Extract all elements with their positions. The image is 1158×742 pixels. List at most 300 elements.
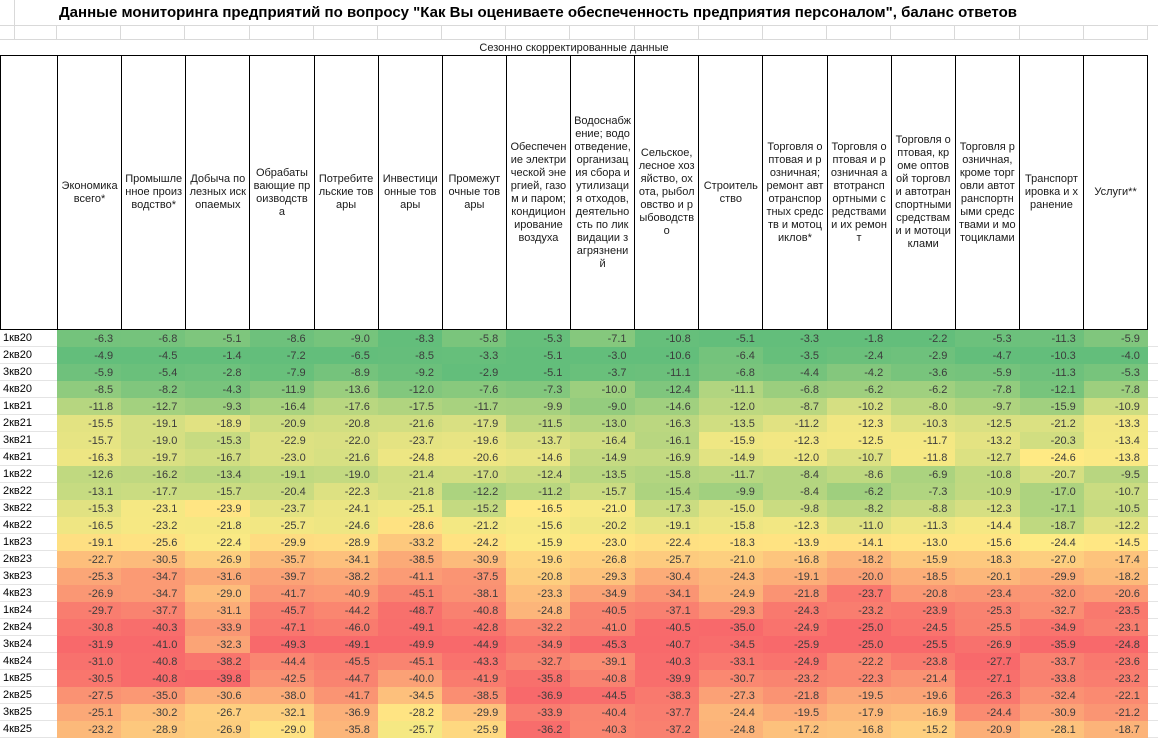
table-cell: -24.8: [378, 449, 442, 466]
table-cell: -22.9: [250, 432, 314, 449]
table-cell: -11.3: [1020, 364, 1084, 381]
table-cell: -40.8: [121, 653, 185, 670]
table-cell: -13.8: [1084, 449, 1148, 466]
table-cell: -30.5: [57, 670, 121, 687]
table-cell: -16.1: [635, 432, 699, 449]
table-cell: -44.2: [314, 602, 378, 619]
table-cell: -42.5: [250, 670, 314, 687]
table-row: [0, 585, 1148, 602]
row-label: 3кв24: [0, 636, 57, 653]
table-cell: -21.6: [314, 449, 378, 466]
table-cell: -17.9: [827, 704, 891, 721]
table-cell: -30.9: [1020, 704, 1084, 721]
table-cell: -16.9: [635, 449, 699, 466]
table-cell: -10.9: [1084, 398, 1148, 415]
row-label: 2кв25: [0, 687, 57, 704]
table-cell: -31.0: [57, 653, 121, 670]
table-cell: -12.2: [1084, 517, 1148, 534]
table-cell: -22.2: [827, 653, 891, 670]
table-cell: -45.1: [378, 585, 442, 602]
table-cell: -32.7: [506, 653, 570, 670]
table-cell: -25.0: [827, 619, 891, 636]
table-cell: -19.5: [763, 704, 827, 721]
table-cell: -11.8: [891, 449, 955, 466]
table-cell: -2.9: [442, 364, 506, 381]
column-header-10: Сельское, лесное хозяйство, охота, рыболовство и рыбоводство: [635, 56, 699, 329]
table-cell: -11.9: [250, 381, 314, 398]
table-cell: -13.3: [1084, 415, 1148, 432]
table-cell: -20.6: [1084, 585, 1148, 602]
table-cell: -6.8: [121, 330, 185, 347]
table-cell: -48.7: [378, 602, 442, 619]
table-cell: -24.9: [699, 585, 763, 602]
table-cell: -9.3: [185, 398, 249, 415]
table-cell: -45.3: [570, 636, 634, 653]
table-cell: -5.3: [1084, 364, 1148, 381]
table-cell: -30.5: [121, 551, 185, 568]
table-cell: -30.7: [699, 670, 763, 687]
table-cell: -15.9: [506, 534, 570, 551]
table-cell: -11.8: [57, 398, 121, 415]
table-cell: -10.2: [827, 398, 891, 415]
table-cell: -24.3: [763, 602, 827, 619]
table-cell: -40.5: [570, 602, 634, 619]
table-cell: -39.9: [635, 670, 699, 687]
grid-cell: [250, 26, 314, 39]
table-row: [0, 466, 1148, 483]
column-header-9: Водоснабжение; водоотведение, организация сбора и утилизация отходов, деятельность по ликвидации загрязнений: [571, 56, 635, 329]
table-cell: -35.8: [314, 721, 378, 738]
table-cell: -3.6: [891, 364, 955, 381]
table-cell: -18.9: [185, 415, 249, 432]
table-cell: -16.5: [506, 500, 570, 517]
grid-cell: [699, 26, 763, 39]
table-cell: -33.1: [699, 653, 763, 670]
column-header-12: Торговля оптовая и розничная; ремонт автотранспортных средств и мотоциклов*: [763, 56, 827, 329]
table-cell: -15.7: [57, 432, 121, 449]
table-cell: -34.7: [121, 568, 185, 585]
table-cell: -10.5: [1084, 500, 1148, 517]
grid-cell: [763, 26, 827, 39]
table-cell: -25.0: [827, 636, 891, 653]
table-cell: -34.5: [699, 636, 763, 653]
row-label: 2кв21: [0, 415, 57, 432]
table-cell: -28.9: [314, 534, 378, 551]
table-cell: -11.7: [891, 432, 955, 449]
table-cell: -21.0: [699, 551, 763, 568]
table-cell: -8.2: [827, 500, 891, 517]
table-cell: -13.5: [699, 415, 763, 432]
table-row: [0, 670, 1148, 687]
table-cell: -24.8: [699, 721, 763, 738]
table-cell: -20.2: [570, 517, 634, 534]
column-header-13: Торговля оптовая и розничная автотранспортными средствами и их ремонт: [828, 56, 892, 329]
table-cell: -12.5: [827, 432, 891, 449]
table-cell: -29.7: [57, 602, 121, 619]
table-cell: -29.0: [250, 721, 314, 738]
table-cell: -39.7: [250, 568, 314, 585]
table-cell: -25.3: [57, 568, 121, 585]
table-cell: -12.4: [506, 466, 570, 483]
table-cell: -21.2: [442, 517, 506, 534]
row-label: 1кв23: [0, 534, 57, 551]
table-cell: -25.7: [635, 551, 699, 568]
table-cell: -40.3: [121, 619, 185, 636]
column-header-17: Услуги**: [1084, 56, 1147, 329]
table-cell: -22.3: [827, 670, 891, 687]
table-cell: -18.7: [1084, 721, 1148, 738]
table-cell: -21.6: [378, 415, 442, 432]
table-row: [0, 602, 1148, 619]
table-row: [0, 619, 1148, 636]
table-cell: -23.2: [827, 602, 891, 619]
grid-cell: [827, 26, 891, 39]
table-cell: -15.4: [635, 483, 699, 500]
table-cell: -8.4: [763, 466, 827, 483]
table-cell: -15.9: [1020, 398, 1084, 415]
table-cell: -24.4: [1020, 534, 1084, 551]
table-cell: -27.5: [57, 687, 121, 704]
table-cell: -27.1: [955, 670, 1019, 687]
table-cell: -24.6: [314, 517, 378, 534]
table-cell: -44.5: [570, 687, 634, 704]
table-cell: -13.5: [570, 466, 634, 483]
table-cell: -19.1: [57, 534, 121, 551]
table-cell: -8.5: [57, 381, 121, 398]
row-label: 3кв20: [0, 364, 57, 381]
table-cell: -29.0: [185, 585, 249, 602]
table-cell: -38.0: [250, 687, 314, 704]
subtitle-row: [0, 40, 1148, 55]
table-cell: -15.8: [635, 466, 699, 483]
table-cell: -12.4: [635, 381, 699, 398]
table-cell: -39.8: [185, 670, 249, 687]
table-cell: -5.1: [185, 330, 249, 347]
table-cell: -36.2: [506, 721, 570, 738]
table-cell: -19.1: [121, 415, 185, 432]
table-cell: -11.0: [827, 517, 891, 534]
table-cell: -35.9: [1020, 636, 1084, 653]
row-label: 1кв25: [0, 670, 57, 687]
column-header-14: Торговля оптовая, кроме оптовой торговли автотранспортными средствами и мотоциклами: [892, 56, 956, 329]
table-cell: -44.4: [250, 653, 314, 670]
table-cell: -11.7: [699, 466, 763, 483]
table-cell: -33.7: [1020, 653, 1084, 670]
table-cell: -8.6: [250, 330, 314, 347]
table-row: [0, 551, 1148, 568]
table-cell: -44.7: [314, 670, 378, 687]
grid-cell: [15, 26, 57, 39]
table-cell: -11.2: [763, 415, 827, 432]
table-cell: -46.0: [314, 619, 378, 636]
table-cell: -41.0: [570, 619, 634, 636]
table-cell: -7.3: [506, 381, 570, 398]
table-row: [0, 517, 1148, 534]
table-cell: -24.5: [891, 619, 955, 636]
table-cell: -32.3: [185, 636, 249, 653]
table-cell: -25.5: [955, 619, 1019, 636]
table-cell: -7.2: [250, 347, 314, 364]
table-cell: -47.1: [250, 619, 314, 636]
table-cell: -14.5: [1084, 534, 1148, 551]
table-cell: -7.6: [442, 381, 506, 398]
table-cell: -36.9: [506, 687, 570, 704]
table-cell: -17.2: [763, 721, 827, 738]
grid-cell: [442, 26, 506, 39]
column-header-7: Промежуточные товары: [443, 56, 507, 329]
table-row: [0, 687, 1148, 704]
table-cell: -12.3: [763, 517, 827, 534]
table-cell: -3.7: [570, 364, 634, 381]
table-cell: -19.0: [314, 466, 378, 483]
table-cell: -12.3: [955, 500, 1019, 517]
table-cell: -25.3: [955, 602, 1019, 619]
grid-cell: [635, 26, 699, 39]
table-row: [0, 330, 1148, 347]
table-cell: -40.0: [378, 670, 442, 687]
row-label: 2кв23: [0, 551, 57, 568]
table-cell: -13.1: [57, 483, 121, 500]
table-cell: -32.2: [506, 619, 570, 636]
table-cell: -20.6: [442, 449, 506, 466]
table-cell: -19.6: [891, 687, 955, 704]
table-cell: -15.6: [506, 517, 570, 534]
table-cell: -17.4: [1084, 551, 1148, 568]
table-cell: -26.8: [570, 551, 634, 568]
table-cell: -22.1: [1084, 687, 1148, 704]
table-cell: -15.5: [57, 415, 121, 432]
table-cell: -32.7: [1020, 602, 1084, 619]
table-cell: -19.1: [635, 517, 699, 534]
table-cell: -5.1: [506, 347, 570, 364]
table-cell: -11.3: [891, 517, 955, 534]
row-label: 2кв22: [0, 483, 57, 500]
table-cell: -6.5: [314, 347, 378, 364]
table-cell: -26.3: [955, 687, 1019, 704]
table-cell: -26.9: [185, 551, 249, 568]
page-title: Данные мониторинга предприятий по вопросу "Как Вы оцениваете обеспеченность предприятия персоналом", баланс ответов: [59, 4, 1017, 21]
table-row: [0, 568, 1148, 585]
table-cell: -9.0: [314, 330, 378, 347]
table-cell: -18.2: [1084, 568, 1148, 585]
header-row-label-cell: [1, 56, 58, 329]
table-cell: -40.8: [121, 670, 185, 687]
table-cell: -8.7: [763, 398, 827, 415]
table-row: [0, 636, 1148, 653]
table-row: [0, 381, 1148, 398]
grid-cell: [0, 26, 15, 39]
table-cell: -15.2: [442, 500, 506, 517]
table-cell: -33.9: [506, 704, 570, 721]
table-cell: -12.0: [699, 398, 763, 415]
table-cell: -20.3: [1020, 432, 1084, 449]
table-cell: -33.2: [378, 534, 442, 551]
table-cell: -19.1: [763, 568, 827, 585]
table-cell: -6.2: [827, 381, 891, 398]
table-cell: -12.1: [1020, 381, 1084, 398]
table-cell: -15.0: [699, 500, 763, 517]
table-cell: -5.8: [442, 330, 506, 347]
table-cell: -30.6: [185, 687, 249, 704]
table-cell: -23.9: [891, 602, 955, 619]
row-label: 3кв21: [0, 432, 57, 449]
table-cell: -30.2: [121, 704, 185, 721]
table-cell: -12.0: [763, 449, 827, 466]
table-cell: -9.9: [506, 398, 570, 415]
table-cell: -40.8: [570, 670, 634, 687]
spacer-row: [0, 26, 1148, 40]
table-cell: -33.8: [1020, 670, 1084, 687]
table-cell: -21.8: [185, 517, 249, 534]
table-cell: -13.0: [570, 415, 634, 432]
table-cell: -14.9: [699, 449, 763, 466]
table-cell: -21.4: [891, 670, 955, 687]
table-cell: -31.9: [57, 636, 121, 653]
table-cell: -27.7: [955, 653, 1019, 670]
table-cell: -5.3: [955, 330, 1019, 347]
table-cell: -2.4: [827, 347, 891, 364]
row-label: 3кв22: [0, 500, 57, 517]
table-cell: -16.4: [570, 432, 634, 449]
table-cell: -2.9: [891, 347, 955, 364]
column-header-5: Потребительские товары: [315, 56, 379, 329]
table-row: [0, 364, 1148, 381]
table-cell: -2.2: [891, 330, 955, 347]
table-cell: -38.3: [635, 687, 699, 704]
table-cell: -6.9: [891, 466, 955, 483]
row-label: 3кв23: [0, 568, 57, 585]
table-cell: -8.0: [891, 398, 955, 415]
table-cell: -38.5: [378, 551, 442, 568]
table-cell: -21.8: [763, 687, 827, 704]
table-cell: -32.1: [250, 704, 314, 721]
table-cell: -25.7: [250, 517, 314, 534]
table-cell: -24.1: [314, 500, 378, 517]
table-cell: -34.1: [314, 551, 378, 568]
table-cell: -8.4: [763, 483, 827, 500]
table-cell: -22.0: [314, 432, 378, 449]
row-label: 1кв22: [0, 466, 57, 483]
table-cell: -29.9: [442, 704, 506, 721]
table-cell: -16.7: [185, 449, 249, 466]
heatmap-header-row: [0, 55, 1148, 330]
grid-cell: [1020, 26, 1084, 39]
table-cell: -49.1: [314, 636, 378, 653]
table-cell: -23.7: [378, 432, 442, 449]
table-row: [0, 653, 1148, 670]
table-row: [0, 432, 1148, 449]
column-header-16: Транспортировка и хранение: [1020, 56, 1084, 329]
table-cell: -6.4: [699, 347, 763, 364]
table-cell: -40.4: [570, 704, 634, 721]
table-cell: -18.2: [827, 551, 891, 568]
column-header-3: Добыча полезных ископаемых: [186, 56, 250, 329]
table-cell: -18.7: [1020, 517, 1084, 534]
table-cell: -21.8: [378, 483, 442, 500]
table-cell: -19.6: [506, 551, 570, 568]
table-cell: -25.9: [442, 721, 506, 738]
table-cell: -26.9: [955, 636, 1019, 653]
table-cell: -36.9: [314, 704, 378, 721]
table-cell: -23.2: [57, 721, 121, 738]
column-header-2: Промышленное производство*: [122, 56, 186, 329]
table-cell: -23.1: [121, 500, 185, 517]
table-cell: -16.8: [763, 551, 827, 568]
table-cell: -28.2: [378, 704, 442, 721]
table-cell: -40.3: [570, 721, 634, 738]
table-cell: -19.5: [827, 687, 891, 704]
table-cell: -35.0: [121, 687, 185, 704]
table-cell: -16.2: [121, 466, 185, 483]
table-cell: -42.8: [442, 619, 506, 636]
table-cell: -34.5: [378, 687, 442, 704]
table-cell: -41.7: [314, 687, 378, 704]
table-cell: -4.4: [763, 364, 827, 381]
table-cell: -20.8: [506, 568, 570, 585]
table-cell: -20.4: [250, 483, 314, 500]
table-cell: -4.9: [57, 347, 121, 364]
table-cell: -12.2: [442, 483, 506, 500]
table-cell: -22.4: [185, 534, 249, 551]
table-cell: -11.2: [506, 483, 570, 500]
table-cell: -34.1: [635, 585, 699, 602]
table-cell: -24.2: [442, 534, 506, 551]
row-label: 4кв23: [0, 585, 57, 602]
table-cell: -9.2: [378, 364, 442, 381]
table-cell: -15.3: [185, 432, 249, 449]
column-header-1: Экономика всего*: [58, 56, 122, 329]
table-cell: -40.9: [314, 585, 378, 602]
table-cell: -41.7: [250, 585, 314, 602]
table-cell: -18.3: [699, 534, 763, 551]
table-cell: -28.9: [121, 721, 185, 738]
table-cell: -38.2: [185, 653, 249, 670]
table-cell: -20.9: [250, 415, 314, 432]
table-cell: -6.2: [891, 381, 955, 398]
table-cell: -23.2: [1084, 670, 1148, 687]
table-cell: -8.8: [891, 500, 955, 517]
table-cell: -26.9: [185, 721, 249, 738]
table-cell: -25.1: [378, 500, 442, 517]
table-cell: -24.8: [1084, 636, 1148, 653]
grid-cell: [955, 26, 1019, 39]
table-cell: -33.9: [185, 619, 249, 636]
table-cell: -5.9: [955, 364, 1019, 381]
table-cell: -25.6: [121, 534, 185, 551]
table-cell: -41.1: [378, 568, 442, 585]
table-cell: -23.7: [250, 500, 314, 517]
grid-cell: [570, 26, 634, 39]
table-cell: -10.7: [827, 449, 891, 466]
table-cell: -28.6: [378, 517, 442, 534]
table-cell: -17.1: [1020, 500, 1084, 517]
table-cell: -32.4: [1020, 687, 1084, 704]
table-cell: -18.3: [955, 551, 1019, 568]
row-label: 2кв20: [0, 347, 57, 364]
table-cell: -16.3: [57, 449, 121, 466]
table-cell: -11.1: [635, 364, 699, 381]
table-cell: -49.3: [250, 636, 314, 653]
grid-cell: [121, 26, 185, 39]
table-cell: -37.2: [635, 721, 699, 738]
table-row: [0, 347, 1148, 364]
table-cell: -10.3: [1020, 347, 1084, 364]
table-cell: -4.5: [121, 347, 185, 364]
table-cell: -5.1: [506, 364, 570, 381]
table-cell: -2.8: [185, 364, 249, 381]
table-cell: -19.1: [250, 466, 314, 483]
table-cell: -43.3: [442, 653, 506, 670]
